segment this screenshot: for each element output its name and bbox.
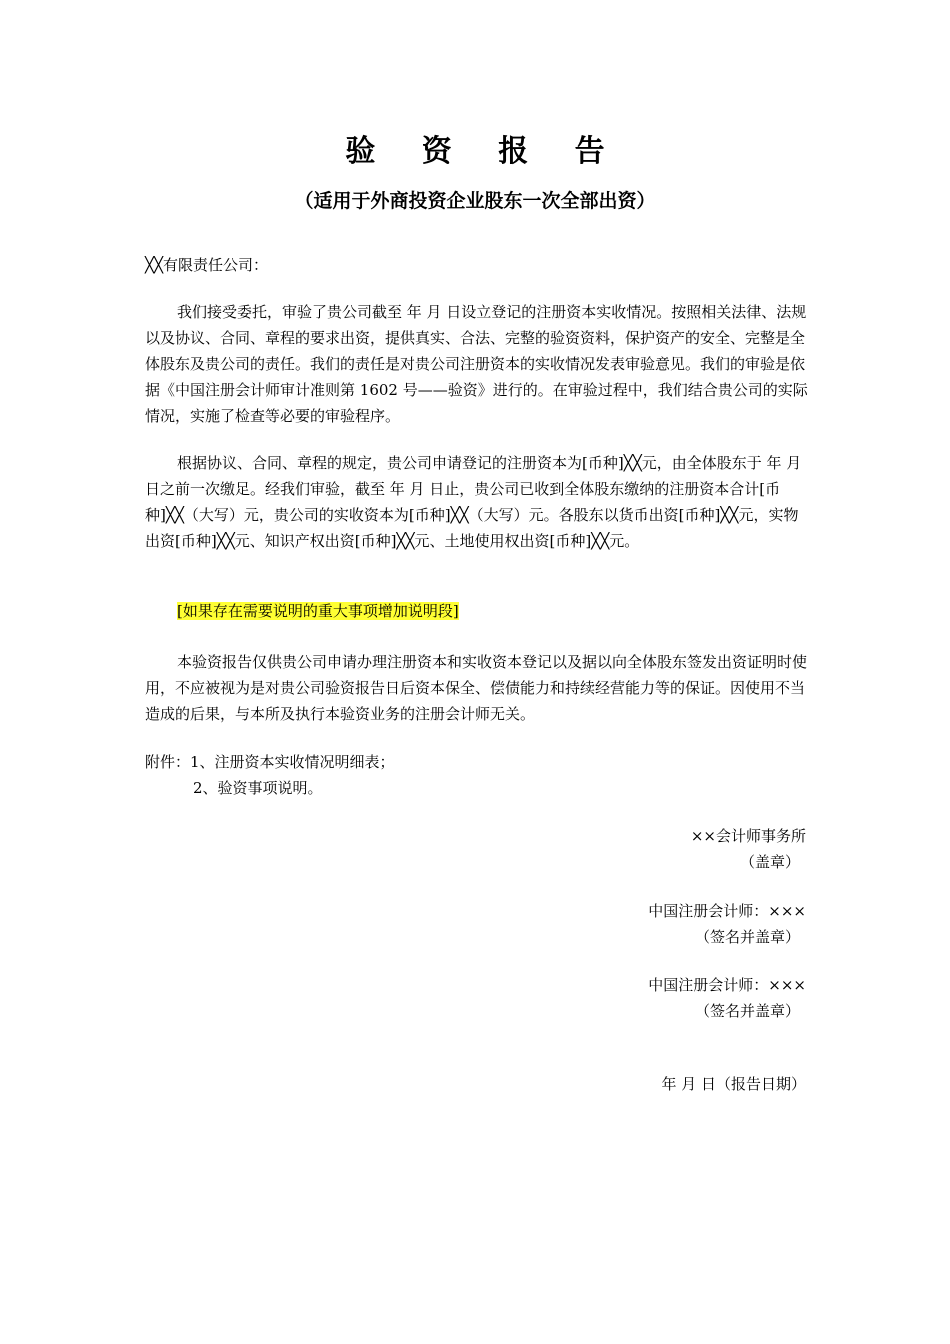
cpa-label-1: 中国注册会计师：××× [648,902,806,920]
report-date: 年 月 日（报告日期） [661,1075,806,1093]
cpa-note-1: （签名并盖章） [694,928,800,946]
report-subtitle: （适用于外商投资企业股东一次全部出资） [294,190,656,212]
paragraph-engagement: 我们接受委托，审验了贵公司截至 年 月 日设立登记的注册资本实收情况。按照相关法律、法规以及协议、合同、章程的要求出资，提供真实、合法、完整的验资资料，保护资产的安全、完整是全体股东及贵公司的责任。我们的责任是对贵公司注册资本的实收情况发表审验意见。我们的审验是依据《中国注册会计师审计准则第 1602 号——验资》进行的。在审验过程中，我们结合贵公司的实际情况，实施了检查等必要的审验程序。 [145,303,808,425]
attachments-list [145,749,810,801]
firm-signature-block [691,823,806,875]
report-title: 验 资 报 告 [345,134,623,169]
paragraph-highlighted-note [145,598,810,624]
cpa-label-2: 中国注册会计师：××× [648,976,806,994]
attachment-item-1: 附件：1、注册资本实收情况明细表； [145,753,395,771]
cpa-note-2: （签名并盖章） [694,1002,800,1020]
salutation: ╳╳有限责任公司： [145,256,269,274]
attachment-item-2: 2、验资事项说明。 [193,779,323,797]
cpa-signature-block-2 [648,972,806,1024]
paragraph-capital-details: 根据协议、合同、章程的规定，贵公司申请登记的注册资本为[币种]╳╳元，由全体股东于 年 月 日之前一次缴足。经我们审验，截至 年 月 日止，贵公司已收到全体股东缴纳的注册资本合计[币种]╳╳（大写）元，贵公司的实收资本为[币种]╳╳（大写）元。各股东以货币出资[币种]╳╳元，实物出资[币种]╳╳元、知识产权出资[币种]╳╳元、土地使用权出资[币种]╳╳元。 [145,454,802,550]
firm-name: ××会计师事务所 [690,827,806,845]
cpa-signature-block-1 [648,898,806,950]
paragraph-usage-restriction: 本验资报告仅供贵公司申请办理注册资本和实收资本登记以及据以向全体股东签发出资证明时使用，不应被视为是对贵公司验资报告日后资本保全、偿债能力和持续经营能力等的保证。因使用不当造成的后果，与本所及执行本验资业务的注册会计师无关。 [145,653,808,723]
firm-seal: （盖章） [739,853,800,871]
highlighted-note-text: [如果存在需要说明的重大事项增加说明段] [177,602,459,620]
